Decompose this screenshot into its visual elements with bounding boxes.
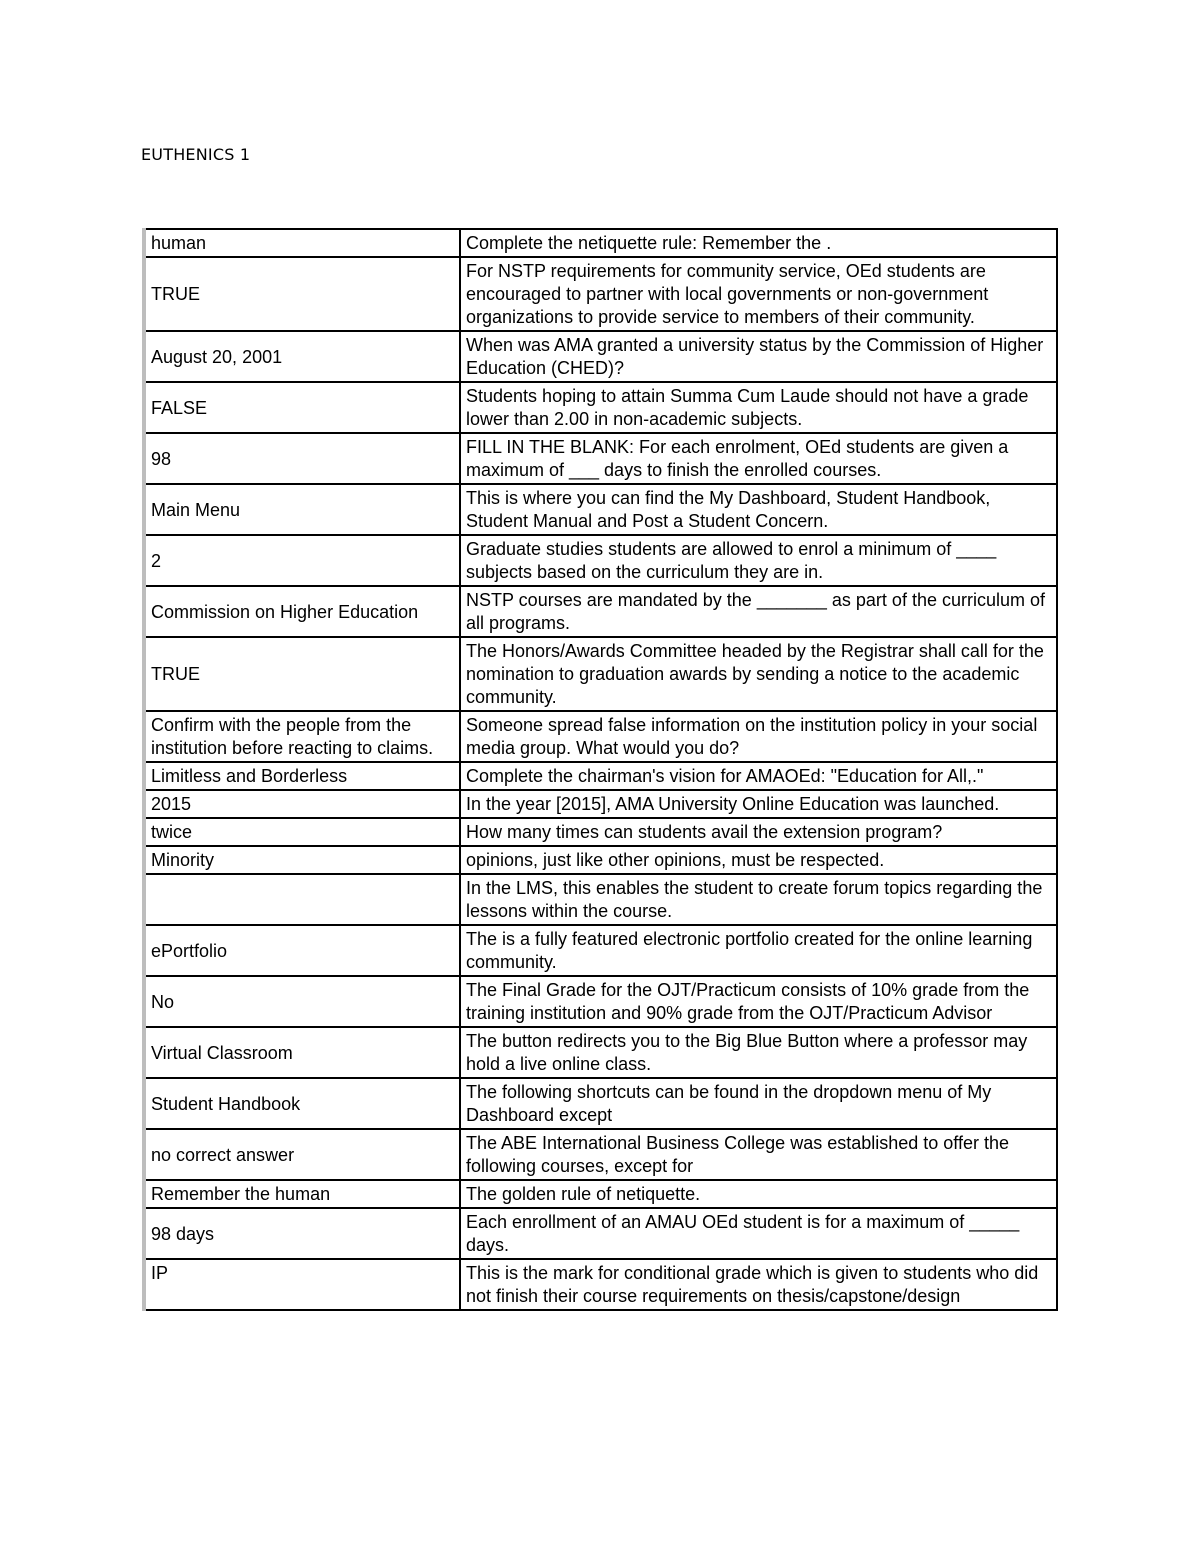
answer-cell: TRUE	[144, 257, 460, 331]
answer-cell: ePortfolio	[144, 925, 460, 976]
qa-table	[142, 228, 1058, 1311]
question-cell: Students hoping to attain Summa Cum Laude should not have a grade lower than 2.00 in non-academic subjects.	[460, 382, 1057, 433]
table-row	[144, 1078, 1057, 1129]
answer-cell: Limitless and Borderless	[144, 762, 460, 790]
question-cell: In the LMS, this enables the student to create forum topics regarding the lessons within the course.	[460, 874, 1057, 925]
answer-cell: 98 days	[144, 1208, 460, 1259]
table-row	[144, 846, 1057, 874]
question-cell: Complete the netiquette rule: Remember the .	[460, 229, 1057, 257]
question-cell: The Final Grade for the OJT/Practicum consists of 10% grade from the training institution and 90% grade from the OJT/Practicum Advisor	[460, 976, 1057, 1027]
answer-cell: human	[144, 229, 460, 257]
question-cell: The golden rule of netiquette.	[460, 1180, 1057, 1208]
question-cell: The following shortcuts can be found in the dropdown menu of My Dashboard except	[460, 1078, 1057, 1129]
question-cell: In the year [2015], AMA University Online Education was launched.	[460, 790, 1057, 818]
table-row	[144, 1129, 1057, 1180]
table-row	[144, 1027, 1057, 1078]
table-row	[144, 637, 1057, 711]
table-row	[144, 1180, 1057, 1208]
question-cell: This is the mark for conditional grade which is given to students who did not finish their course requirements on thesis/capstone/design	[460, 1259, 1057, 1310]
question-cell: The button redirects you to the Big Blue Button where a professor may hold a live online class.	[460, 1027, 1057, 1078]
answer-cell	[144, 874, 460, 925]
question-cell: Someone spread false information on the institution policy in your social media group. What would you do?	[460, 711, 1057, 762]
answer-cell: Student Handbook	[144, 1078, 460, 1129]
question-cell: The Honors/Awards Committee headed by the Registrar shall call for the nomination to graduation awards by sending a notice to the academic community.	[460, 637, 1057, 711]
answer-cell: IP	[144, 1259, 460, 1310]
question-cell: Complete the chairman's vision for AMAOEd: "Education for All,."	[460, 762, 1057, 790]
answer-cell: Virtual Classroom	[144, 1027, 460, 1078]
question-cell: NSTP courses are mandated by the _______ as part of the curriculum of all programs.	[460, 586, 1057, 637]
table-row	[144, 1259, 1057, 1310]
answer-cell: 2	[144, 535, 460, 586]
answer-cell: TRUE	[144, 637, 460, 711]
question-cell: The is a fully featured electronic portfolio created for the online learning community.	[460, 925, 1057, 976]
table-row	[144, 874, 1057, 925]
answer-cell: No	[144, 976, 460, 1027]
table-row	[144, 818, 1057, 846]
question-cell: This is where you can find the My Dashboard, Student Handbook, Student Manual and Post a Student Concern.	[460, 484, 1057, 535]
answer-cell: Confirm with the people from the institution before reacting to claims.	[144, 711, 460, 762]
question-cell: opinions, just like other opinions, must be respected.	[460, 846, 1057, 874]
question-cell: The ABE International Business College was established to offer the following courses, except for	[460, 1129, 1057, 1180]
question-cell: For NSTP requirements for community service, OEd students are encouraged to partner with local governments or non-government organizations to provide service to members of their community.	[460, 257, 1057, 331]
answer-cell: August 20, 2001	[144, 331, 460, 382]
question-cell: Graduate studies students are allowed to enrol a minimum of ____ subjects based on the curriculum they are in.	[460, 535, 1057, 586]
page-title: EUTHENICS 1	[141, 145, 251, 164]
answer-cell: Commission on Higher Education	[144, 586, 460, 637]
table-row	[144, 331, 1057, 382]
answer-cell: twice	[144, 818, 460, 846]
table-row	[144, 535, 1057, 586]
question-cell: How many times can students avail the extension program?	[460, 818, 1057, 846]
table-row	[144, 433, 1057, 484]
table-row	[144, 790, 1057, 818]
question-cell: FILL IN THE BLANK: For each enrolment, OEd students are given a maximum of ___ days to finish the enrolled courses.	[460, 433, 1057, 484]
table-row	[144, 257, 1057, 331]
answer-cell: Main Menu	[144, 484, 460, 535]
table-row	[144, 229, 1057, 257]
table-row	[144, 1208, 1057, 1259]
table-row	[144, 586, 1057, 637]
table-row	[144, 711, 1057, 762]
question-cell: When was AMA granted a university status by the Commission of Higher Education (CHED)?	[460, 331, 1057, 382]
answer-cell: FALSE	[144, 382, 460, 433]
table-row	[144, 762, 1057, 790]
question-cell: Each enrollment of an AMAU OEd student is for a maximum of _____ days.	[460, 1208, 1057, 1259]
table-row	[144, 382, 1057, 433]
answer-cell: Minority	[144, 846, 460, 874]
table-row	[144, 484, 1057, 535]
answer-cell: no correct answer	[144, 1129, 460, 1180]
answer-cell: 2015	[144, 790, 460, 818]
answer-cell: 98	[144, 433, 460, 484]
answer-cell: Remember the human	[144, 1180, 460, 1208]
table-row	[144, 976, 1057, 1027]
table-row	[144, 925, 1057, 976]
